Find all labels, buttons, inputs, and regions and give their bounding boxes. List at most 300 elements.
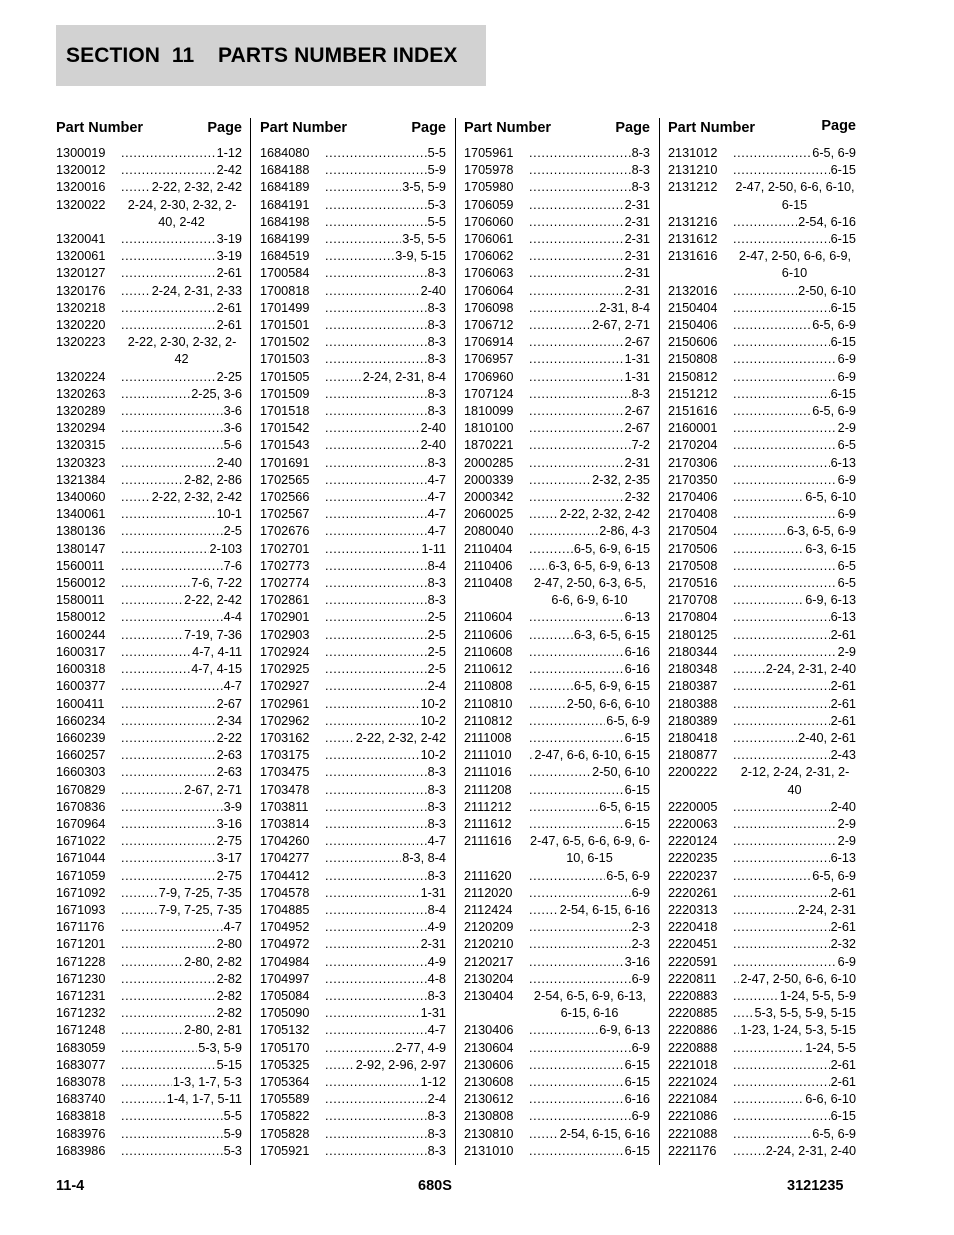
part-number: 2170804 — [668, 610, 718, 625]
page-reference — [529, 764, 650, 781]
page-reference — [733, 334, 856, 351]
page-reference-value: 6-15 — [624, 1057, 650, 1072]
page-reference — [733, 214, 856, 231]
page-reference — [325, 644, 446, 661]
index-row — [668, 386, 856, 403]
part-number: 2180389 — [668, 713, 718, 728]
page-reference-value: 5-3 — [223, 1143, 242, 1158]
part-number: 1700584 — [260, 266, 310, 281]
page-header: Page — [615, 120, 650, 136]
page-reference-value: 2-22, 2-32, 2-42 — [151, 490, 242, 505]
index-row — [464, 919, 650, 936]
page-reference-value: 2-4 — [427, 679, 446, 694]
page-reference — [529, 248, 650, 265]
index-row — [464, 868, 650, 885]
page-reference-value: 2-61 — [830, 679, 856, 694]
part-number: 1670964 — [56, 816, 106, 831]
page-reference-value: 4-7 — [223, 679, 242, 694]
index-row — [56, 575, 242, 592]
part-number: 2131212 — [668, 180, 718, 195]
column-header — [56, 118, 242, 142]
page-reference-value: 5-5 — [427, 214, 446, 229]
page-reference — [325, 351, 446, 368]
index-row — [56, 609, 242, 626]
page-reference — [733, 1143, 856, 1160]
part-number: 2220063 — [668, 816, 718, 831]
page-reference-value: 2-92, 2-96, 2-97 — [355, 1057, 446, 1072]
page-reference-value: 2-54, 6-15, 6-16 — [559, 1126, 650, 1141]
column-divider — [455, 118, 456, 1165]
page-reference-value: 8-3 — [427, 782, 446, 797]
index-row — [56, 868, 242, 885]
page-reference-value: 3-5, 5-9 — [402, 180, 446, 195]
page-reference — [121, 248, 242, 265]
index-row — [260, 713, 446, 730]
page-reference-value: 2-31 — [624, 249, 650, 264]
part-number: 1671232 — [56, 1006, 106, 1021]
page-reference-value: 4-7 — [427, 1023, 446, 1038]
page-reference-value: 2-9 — [837, 644, 856, 659]
page-reference-value: 6-16 — [624, 1092, 650, 1107]
page-reference-value: 2-24, 2-31, 8-4 — [362, 369, 446, 384]
part-number: 1320220 — [56, 318, 106, 333]
page-reference — [529, 833, 650, 867]
part-number: 1701499 — [260, 300, 310, 315]
index-row — [260, 919, 446, 936]
part-number: 2220451 — [668, 937, 718, 952]
part-number: 1320012 — [56, 163, 106, 178]
part-number: 1684080 — [260, 146, 310, 160]
index-row — [56, 386, 242, 403]
page-reference-value: 6-15 — [830, 335, 856, 350]
page-reference-value: 4-9 — [427, 954, 446, 969]
page-reference-value: 2-40 — [420, 438, 446, 453]
page-reference-value: 4-7, 4-15 — [191, 662, 242, 677]
part-number: 1320218 — [56, 300, 106, 315]
index-row — [464, 902, 650, 919]
page-reference — [529, 730, 650, 747]
index-row — [668, 661, 856, 678]
page-reference-value: 4-7, 4-11 — [192, 644, 242, 659]
page-reference — [325, 541, 446, 558]
index-row — [668, 334, 856, 351]
page-reference — [325, 609, 446, 626]
footer-doc-number: 3121235 — [787, 1178, 844, 1194]
page-reference — [733, 179, 856, 213]
page-reference — [733, 764, 856, 798]
page-reference — [529, 678, 650, 695]
part-number: 2131612 — [668, 232, 718, 247]
index-row — [260, 317, 446, 334]
index-row — [668, 799, 856, 816]
part-number: 1684519 — [260, 249, 310, 264]
part-number: 2131210 — [668, 163, 718, 178]
part-number: 1702566 — [260, 490, 310, 505]
part-number: 1671059 — [56, 868, 106, 883]
page-reference-value: 5-5 — [427, 146, 446, 160]
page-reference — [121, 523, 242, 540]
part-number: 2170516 — [668, 576, 718, 591]
index-row — [56, 472, 242, 489]
index-row — [56, 644, 242, 661]
index-row — [668, 472, 856, 489]
index-row — [56, 954, 242, 971]
part-number: 1684199 — [260, 232, 310, 247]
page-reference-value: 8-3 — [631, 180, 650, 195]
index-row — [464, 661, 650, 678]
index-row — [668, 300, 856, 317]
part-number: 2170504 — [668, 524, 718, 539]
index-column-2 — [260, 118, 446, 1160]
index-row — [464, 644, 650, 661]
part-number: 1671201 — [56, 937, 106, 952]
index-row — [464, 541, 650, 558]
index-row — [56, 541, 242, 558]
part-number: 1380136 — [56, 524, 106, 539]
page-reference-value: 2-80, 2-81 — [184, 1023, 242, 1038]
page-reference-value: 2-24, 2-31 — [798, 902, 856, 917]
index-row — [56, 919, 242, 936]
page-reference — [325, 162, 446, 179]
part-number: 1705978 — [464, 163, 514, 178]
part-number: 2131010 — [464, 1143, 514, 1158]
page-reference-value: 6-15 — [830, 1109, 856, 1124]
part-number: 2120217 — [464, 954, 514, 969]
index-row — [464, 713, 650, 730]
page-reference — [733, 868, 856, 885]
index-column-3 — [464, 118, 650, 1160]
part-number: 1600318 — [56, 662, 106, 677]
part-number: 1702901 — [260, 610, 310, 625]
page-reference-value: 8-3 — [427, 1126, 446, 1141]
page-reference — [529, 162, 650, 179]
part-number: 2180388 — [668, 696, 718, 711]
index-row — [56, 455, 242, 472]
page-reference — [121, 713, 242, 730]
column-divider — [250, 118, 251, 1165]
index-row — [668, 954, 856, 971]
part-number: 2111016 — [464, 765, 512, 780]
index-row — [668, 609, 856, 626]
page-reference — [325, 300, 446, 317]
page-reference-value: 8-3, 8-4 — [402, 851, 446, 866]
index-row — [668, 248, 856, 282]
index-row — [668, 627, 856, 644]
part-number: 1684191 — [260, 197, 310, 212]
index-row — [668, 351, 856, 368]
part-number: 2111612 — [464, 816, 512, 831]
page-reference-value: 10-2 — [420, 713, 446, 728]
page-reference-value: 4-7 — [427, 490, 446, 505]
page-reference — [529, 902, 650, 919]
page-reference-value: 2-54, 6-5, 6-9, 6-13, 6-15, 6-16 — [533, 988, 647, 1021]
page-reference-value: 2-22, 2-42 — [184, 593, 242, 608]
index-row — [260, 902, 446, 919]
page-reference-value: 6-9 — [837, 954, 856, 969]
index-row — [464, 936, 650, 953]
page-reference-value: 8-3 — [427, 816, 446, 831]
index-row — [260, 214, 446, 231]
index-row — [56, 730, 242, 747]
page-reference — [733, 988, 856, 1005]
index-row — [260, 403, 446, 420]
part-number: 1870221 — [464, 438, 514, 453]
page-reference-value: 6-9, 6-13 — [805, 593, 856, 608]
page-reference — [121, 1074, 242, 1091]
index-row — [260, 455, 446, 472]
part-number: 2180418 — [668, 730, 718, 745]
part-number: 2220883 — [668, 988, 718, 1003]
part-number: 1580012 — [56, 610, 106, 625]
page-reference — [529, 179, 650, 196]
part-number: 1704972 — [260, 937, 310, 952]
page-reference — [733, 1057, 856, 1074]
index-row — [668, 179, 856, 213]
part-number: 2220886 — [668, 1023, 718, 1038]
index-row — [56, 799, 242, 816]
index-row — [56, 334, 242, 368]
part-number: 2131012 — [668, 146, 718, 160]
part-number: 1701691 — [260, 455, 310, 470]
page-reference — [121, 592, 242, 609]
part-number: 1703814 — [260, 816, 310, 831]
part-number: 1580011 — [56, 593, 105, 608]
page-reference-value: 3-19 — [216, 249, 242, 264]
index-row — [464, 369, 650, 386]
index-row — [56, 971, 242, 988]
page-reference-value: 5-5 — [223, 1109, 242, 1124]
part-number: 1320323 — [56, 455, 106, 470]
page-reference — [733, 386, 856, 403]
part-number: 2131216 — [668, 214, 718, 229]
page-reference — [733, 919, 856, 936]
page-reference-value: 2-32, 2-35 — [592, 472, 650, 487]
index-row — [464, 609, 650, 626]
page-reference — [733, 678, 856, 695]
page-reference-value: 1-24, 5-5, 5-9 — [779, 988, 856, 1003]
index-row — [464, 283, 650, 300]
page-reference — [529, 1057, 650, 1074]
page-reference — [121, 231, 242, 248]
part-number: 1705084 — [260, 988, 310, 1003]
index-row — [56, 833, 242, 850]
page-reference — [121, 179, 242, 196]
page-reference — [733, 420, 856, 437]
part-number: 1705589 — [260, 1092, 310, 1107]
index-row — [464, 334, 650, 351]
page-reference-value: 2-82 — [216, 1006, 242, 1021]
page-reference-value: 2-22, 2-32, 2-42 — [559, 507, 650, 522]
page-reference-value: 2-67 — [216, 696, 242, 711]
page-reference-value: 2-5 — [223, 524, 242, 539]
page-reference-value: 8-4 — [427, 558, 446, 573]
page-reference-value: 3-16 — [624, 954, 650, 969]
page-reference-value: 2-32 — [830, 937, 856, 952]
page-reference-value: 4-7 — [427, 507, 446, 522]
page-reference — [529, 369, 650, 386]
page-reference — [733, 592, 856, 609]
part-number: 2221084 — [668, 1092, 718, 1107]
part-number: 2120209 — [464, 920, 514, 935]
page-reference-value: 2-34 — [216, 713, 242, 728]
page-reference — [121, 1022, 242, 1039]
page-reference-value: 8-3 — [427, 1109, 446, 1124]
part-number: 2110408 — [464, 576, 513, 591]
part-number: 1702924 — [260, 644, 310, 659]
page-reference — [733, 696, 856, 713]
page-reference — [325, 197, 446, 214]
index-row — [464, 747, 650, 764]
part-number: 1702962 — [260, 713, 310, 728]
index-row — [464, 971, 650, 988]
part-number: 2000339 — [464, 472, 514, 487]
part-number: 1701509 — [260, 386, 310, 401]
index-row — [56, 197, 242, 231]
index-row — [464, 1091, 650, 1108]
page-reference — [529, 420, 650, 437]
page-reference-value: 6-15 — [830, 163, 856, 178]
index-row — [668, 1022, 856, 1039]
index-row — [260, 764, 446, 781]
part-number: 1705364 — [260, 1074, 310, 1089]
page-reference-value: 2-82, 2-86 — [184, 472, 242, 487]
part-number: 1706060 — [464, 214, 514, 229]
page-reference — [733, 351, 856, 368]
page-reference-value: 6-5, 6-9 — [606, 868, 650, 883]
index-row — [260, 283, 446, 300]
part-number: 2130608 — [464, 1074, 514, 1089]
page-reference-value: 6-13 — [830, 610, 856, 625]
index-row — [260, 558, 446, 575]
part-number: 2220261 — [668, 885, 718, 900]
index-row — [668, 730, 856, 747]
page-reference — [325, 816, 446, 833]
page-reference — [529, 558, 650, 575]
page-reference — [529, 523, 650, 540]
index-row — [56, 420, 242, 437]
index-row — [668, 283, 856, 300]
page-reference — [529, 885, 650, 902]
page-reference-value: 6-9 — [631, 1109, 650, 1124]
page-reference-value: 1-12 — [216, 146, 242, 160]
page-reference-value: 2-43 — [830, 748, 856, 763]
page-reference — [121, 1057, 242, 1074]
page-reference — [733, 816, 856, 833]
index-column-4 — [668, 118, 856, 1160]
part-number: 1600411 — [56, 696, 105, 711]
page-reference — [733, 437, 856, 454]
index-row — [260, 1126, 446, 1143]
page-reference — [121, 747, 242, 764]
part-number: 2080040 — [464, 524, 514, 539]
part-number: 2111008 — [464, 730, 512, 745]
page-reference-value: 2-31 — [624, 214, 650, 229]
page-reference — [529, 1143, 650, 1160]
index-row — [464, 764, 650, 781]
index-row — [464, 1126, 650, 1143]
page-reference-value: 6-3, 6-15 — [805, 541, 856, 556]
index-row — [260, 162, 446, 179]
index-row — [56, 1143, 242, 1160]
part-number: 1702903 — [260, 627, 310, 642]
part-number: 1707124 — [464, 386, 514, 401]
page-reference — [325, 747, 446, 764]
page-reference-value: 5-9 — [223, 1126, 242, 1141]
page-reference-value: 6-5 — [837, 438, 856, 453]
part-number: 2180877 — [668, 748, 718, 763]
part-number: 1706914 — [464, 335, 514, 350]
index-row — [464, 1022, 650, 1039]
page-reference-value: 6-9 — [837, 472, 856, 487]
index-row — [260, 988, 446, 1005]
page-reference-value: 6-3, 6-5, 6-9 — [786, 524, 856, 539]
page-reference-value: 2-75 — [216, 834, 242, 849]
part-number: 1810100 — [464, 421, 514, 436]
page-reference — [733, 541, 856, 558]
part-number: 1704578 — [260, 885, 310, 900]
page-reference — [529, 936, 650, 953]
page-reference — [733, 300, 856, 317]
page-reference-value: 8-3 — [427, 593, 446, 608]
part-number: 2221176 — [668, 1143, 717, 1158]
part-number: 1702927 — [260, 679, 310, 694]
page-reference — [325, 730, 446, 747]
page-reference-value: 2-63 — [216, 765, 242, 780]
page-reference-value: 2-31 — [624, 197, 650, 212]
index-row — [464, 816, 650, 833]
index-row — [260, 782, 446, 799]
page-reference — [325, 1040, 446, 1057]
page-reference-value: 6-9, 6-13 — [599, 1023, 650, 1038]
page-reference-value: 1-12 — [420, 1074, 446, 1089]
page-reference — [733, 523, 856, 540]
index-row — [56, 1022, 242, 1039]
page-reference — [529, 799, 650, 816]
page-reference — [325, 713, 446, 730]
page-reference — [325, 472, 446, 489]
page-reference — [121, 764, 242, 781]
page-reference — [529, 661, 650, 678]
index-row — [56, 523, 242, 540]
index-row — [260, 334, 446, 351]
part-number: 1560011 — [56, 558, 105, 573]
page-reference-value: 6-5, 6-10 — [805, 490, 856, 505]
page-reference-value: 3-6 — [223, 404, 242, 419]
index-row — [668, 214, 856, 231]
page-reference-value: 8-3 — [631, 386, 650, 401]
part-number: 2150404 — [668, 300, 718, 315]
index-row — [56, 936, 242, 953]
page-reference — [733, 954, 856, 971]
page-reference — [325, 334, 446, 351]
index-row — [668, 575, 856, 592]
index-row — [56, 145, 242, 162]
index-row — [260, 1022, 446, 1039]
page-reference-value: 2-47, 2-50, 6-6, 6-10 — [740, 971, 856, 986]
index-row — [56, 764, 242, 781]
part-number: 2130810 — [464, 1126, 514, 1141]
index-row — [56, 592, 242, 609]
page-reference — [529, 1022, 650, 1039]
index-row — [464, 489, 650, 506]
page-reference — [325, 1126, 446, 1143]
page-reference-value: 2-67 — [624, 404, 650, 419]
page-reference-value: 2-50, 6-10 — [798, 283, 856, 298]
part-number: 2220124 — [668, 834, 718, 849]
page-reference-value: 8-3 — [427, 386, 446, 401]
index-row — [56, 489, 242, 506]
page-reference-value: 2-24, 2-31, 2-33 — [151, 283, 242, 298]
